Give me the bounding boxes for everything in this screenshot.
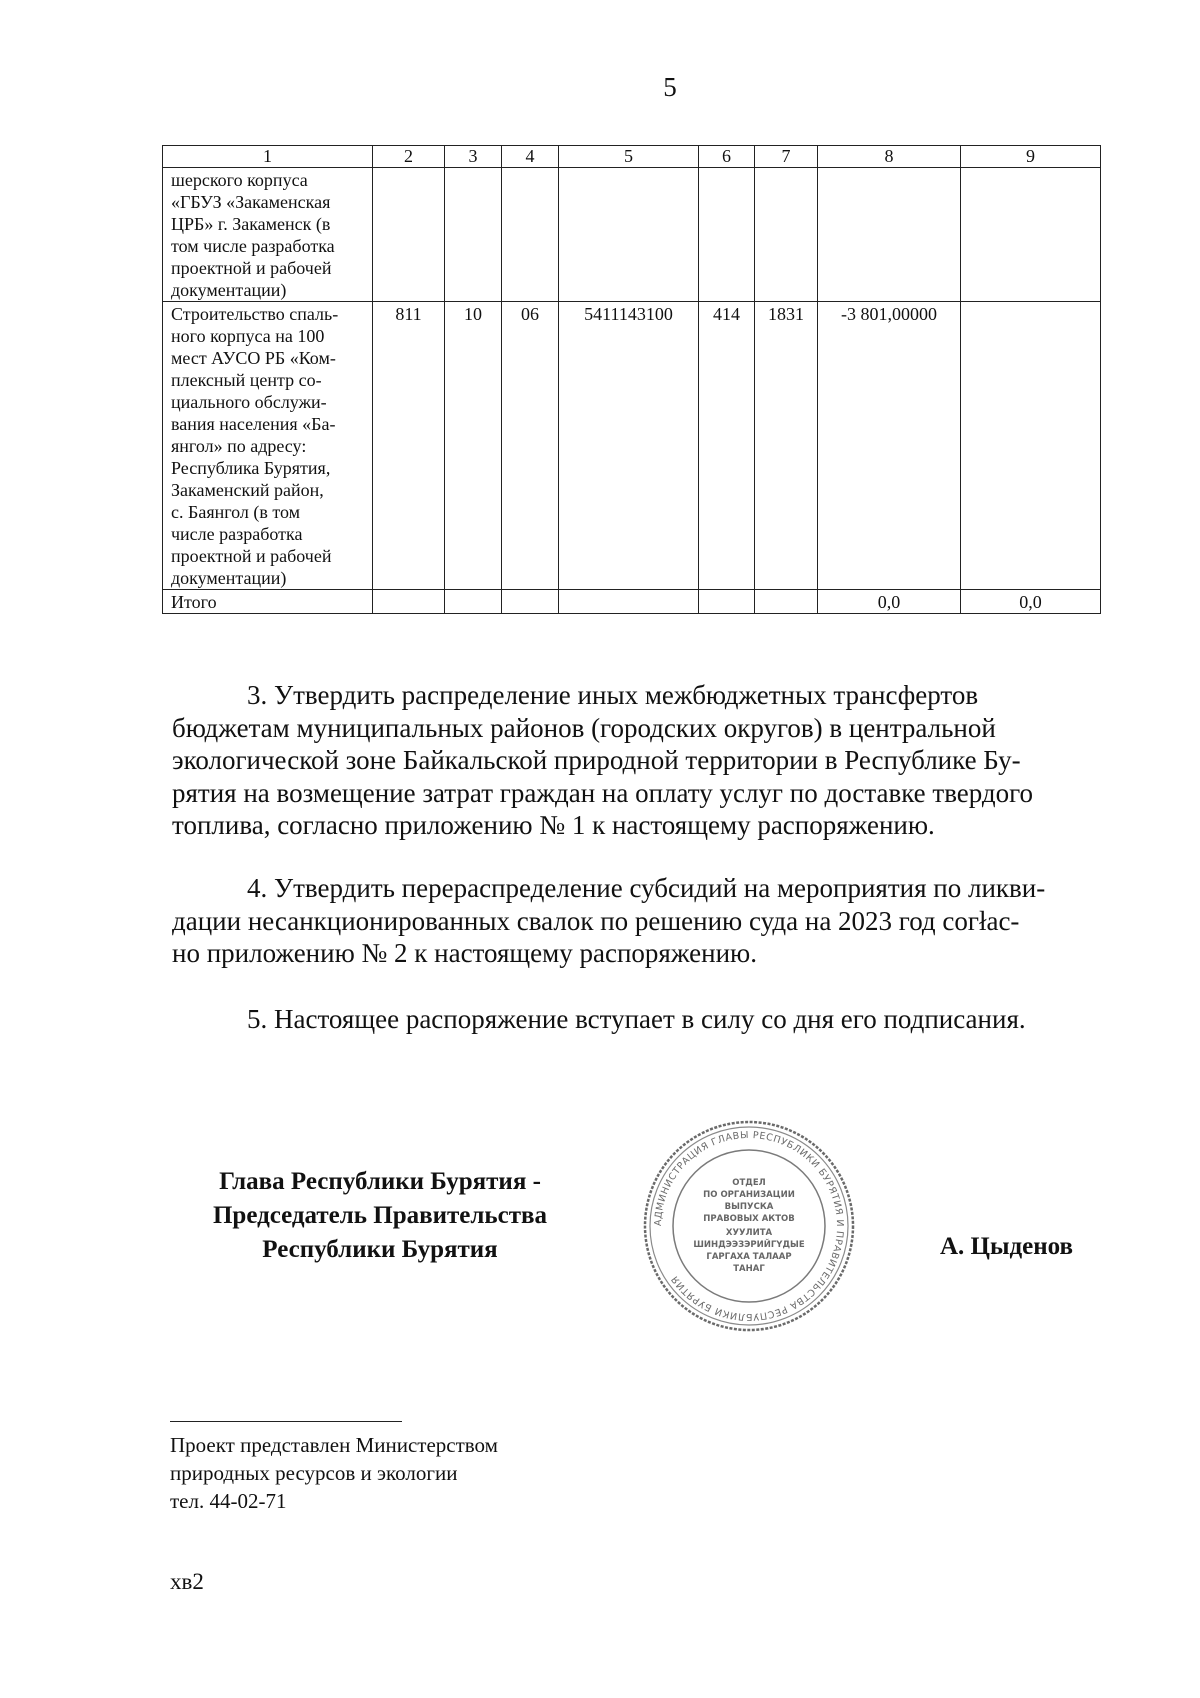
header-cell: 9: [961, 146, 1101, 168]
desc-line: Закаменский район,: [171, 480, 324, 500]
paragraph-line: рятия на возмещение затрат граждан на оплату услуг по доставке твердого: [172, 777, 1034, 808]
cell: [502, 168, 559, 302]
page-number: 5: [663, 72, 677, 102]
cell: [445, 168, 502, 302]
cell: [755, 590, 818, 614]
desc-line: мест АУСО РБ «Ком-: [171, 348, 336, 368]
cell-kved: 811: [373, 302, 445, 590]
stamp-line: ПО ОРГАНИЗАЦИИ: [703, 1190, 795, 1200]
cell-amount: -3 801,00000: [818, 302, 961, 590]
signatory-title: [160, 1165, 600, 1267]
paragraph-line: бюджетам муниципальных районов (городских округов) в центральной: [172, 712, 996, 743]
header-cell: 4: [502, 146, 559, 168]
cell: [373, 590, 445, 614]
header-cell: 3: [445, 146, 502, 168]
desc-line: Республика Бурятия,: [171, 458, 331, 478]
document-code: хв2: [170, 1569, 204, 1594]
total-amount-9: 0,0: [961, 590, 1101, 614]
header-cell: 8: [818, 146, 961, 168]
signatory-name: А. Цыденов: [940, 1233, 1074, 1260]
cell: [445, 590, 502, 614]
signatory-title-line: Председатель Правительства: [212, 1202, 548, 1229]
paragraph-line: 5. Настоящее распоряжение вступает в силу со дня его подписания.: [247, 1004, 1026, 1034]
desc-line: Строительство спаль-: [171, 304, 339, 324]
header-cell: 2: [373, 146, 445, 168]
stamp-line: ТАНАГ: [733, 1264, 765, 1274]
table-header-row: [163, 146, 1101, 168]
budget-table: [162, 145, 1101, 614]
cell: [961, 302, 1101, 590]
signatory-title-line: Республики Бурятия: [262, 1236, 498, 1263]
table-row: [163, 302, 1101, 590]
footnote-line: тел. 44-02-71: [170, 1489, 287, 1513]
stamp-line: ОТДЕЛ: [732, 1178, 766, 1188]
cell: [502, 590, 559, 614]
desc-line: циального обслужи-: [171, 392, 327, 412]
desc-line: документации): [171, 280, 287, 300]
total-label: Итого: [163, 590, 373, 614]
cell: [373, 168, 445, 302]
row-description: [163, 302, 373, 590]
desc-line: вания населения «Ба-: [171, 414, 336, 434]
paragraph-line: дации несанкционированных свалок по решению суда на 2023 год согłac-: [172, 905, 1020, 936]
desc-line: плексный центр со-: [171, 370, 322, 390]
desc-line: янгол» по адресу:: [171, 436, 307, 456]
header-cell: 6: [699, 146, 755, 168]
svg-text:АДМИНИСТРАЦИЯ ГЛАВЫ РЕСПУБЛИКИ: [653, 1130, 845, 1322]
cell: [699, 168, 755, 302]
desc-line: документации): [171, 568, 287, 588]
total-amount-8: 0,0: [818, 590, 961, 614]
paragraph-line: экологической зоне Байкальской природной территории в Республике Бу-: [172, 745, 1021, 775]
cell-subsection: 06: [502, 302, 559, 590]
stamp-line: ХУУЛИТА: [725, 1228, 773, 1238]
cell-target-article: 5411143100: [559, 302, 699, 590]
desc-line: числе разработка: [171, 524, 303, 544]
header-cell: 1: [163, 146, 373, 168]
footnote-line: Проект представлен Министерством: [170, 1433, 498, 1457]
header-cell: 7: [755, 146, 818, 168]
stamp-line: ПРАВОВЫХ АКТОВ: [703, 1214, 795, 1224]
cell: [755, 168, 818, 302]
row-description: [163, 168, 373, 302]
cell-section: 10: [445, 302, 502, 590]
desc-line: «ГБУЗ «Закаменская: [171, 192, 331, 212]
paragraph-line: топлива, согласно приложению № 1 к настоящему распоряжению.: [172, 810, 935, 840]
paragraph-line: но приложению № 2 к настоящему распоряжению.: [172, 938, 757, 968]
stamp-line: ГАРГАХА ТАЛААР: [706, 1252, 792, 1262]
stamp-ring-text: АДМИНИСТРАЦИЯ ГЛАВЫ РЕСПУБЛИКИ БУРЯТИЯ И ПРАВИТЕЛЬСТВА РЕСПУБЛИКИ БУРЯТИЯ: [652, 1129, 846, 1323]
cell-expense-type: 414: [699, 302, 755, 590]
footnote-divider: [170, 1421, 402, 1422]
paragraph-3: [172, 679, 1090, 842]
cell: [559, 590, 699, 614]
stamp-line: ШИНДЭЭЗЭРИЙГҮДЫЕ: [693, 1240, 805, 1250]
desc-line: с. Баянгол (в том: [171, 502, 301, 522]
desc-line: шерского корпуса: [171, 170, 308, 190]
table-row: [163, 168, 1101, 302]
signatory-title-line: Глава Республики Бурятия -: [219, 1168, 541, 1195]
desc-line: ЦРБ» г. Закаменск (в: [171, 214, 331, 234]
cell: [818, 168, 961, 302]
stamp-line: ВЫПУСКА: [724, 1202, 774, 1212]
paragraph-5: [172, 1003, 1090, 1036]
header-cell: 5: [559, 146, 699, 168]
cell: [961, 168, 1101, 302]
paragraph-4: [172, 872, 1090, 970]
desc-line: проектной и рабочей: [171, 258, 332, 278]
cell: [559, 168, 699, 302]
official-stamp: [640, 1117, 858, 1335]
cell-code: 1831: [755, 302, 818, 590]
desc-line: проектной и рабочей: [171, 546, 332, 566]
desc-line: ного корпуса на 100: [171, 326, 325, 346]
paragraph-line: 3. Утвердить распределение иных межбюджетных трансфертов: [247, 680, 979, 710]
footnote-line: природных ресурсов и экологии: [170, 1461, 458, 1485]
desc-line: том числе разработка: [171, 236, 335, 256]
cell: [699, 590, 755, 614]
table-total-row: [163, 590, 1101, 614]
footnote: [170, 1431, 498, 1515]
paragraph-line: 4. Утвердить перераспределение субсидий на мероприятия по ликви-: [247, 873, 1046, 903]
